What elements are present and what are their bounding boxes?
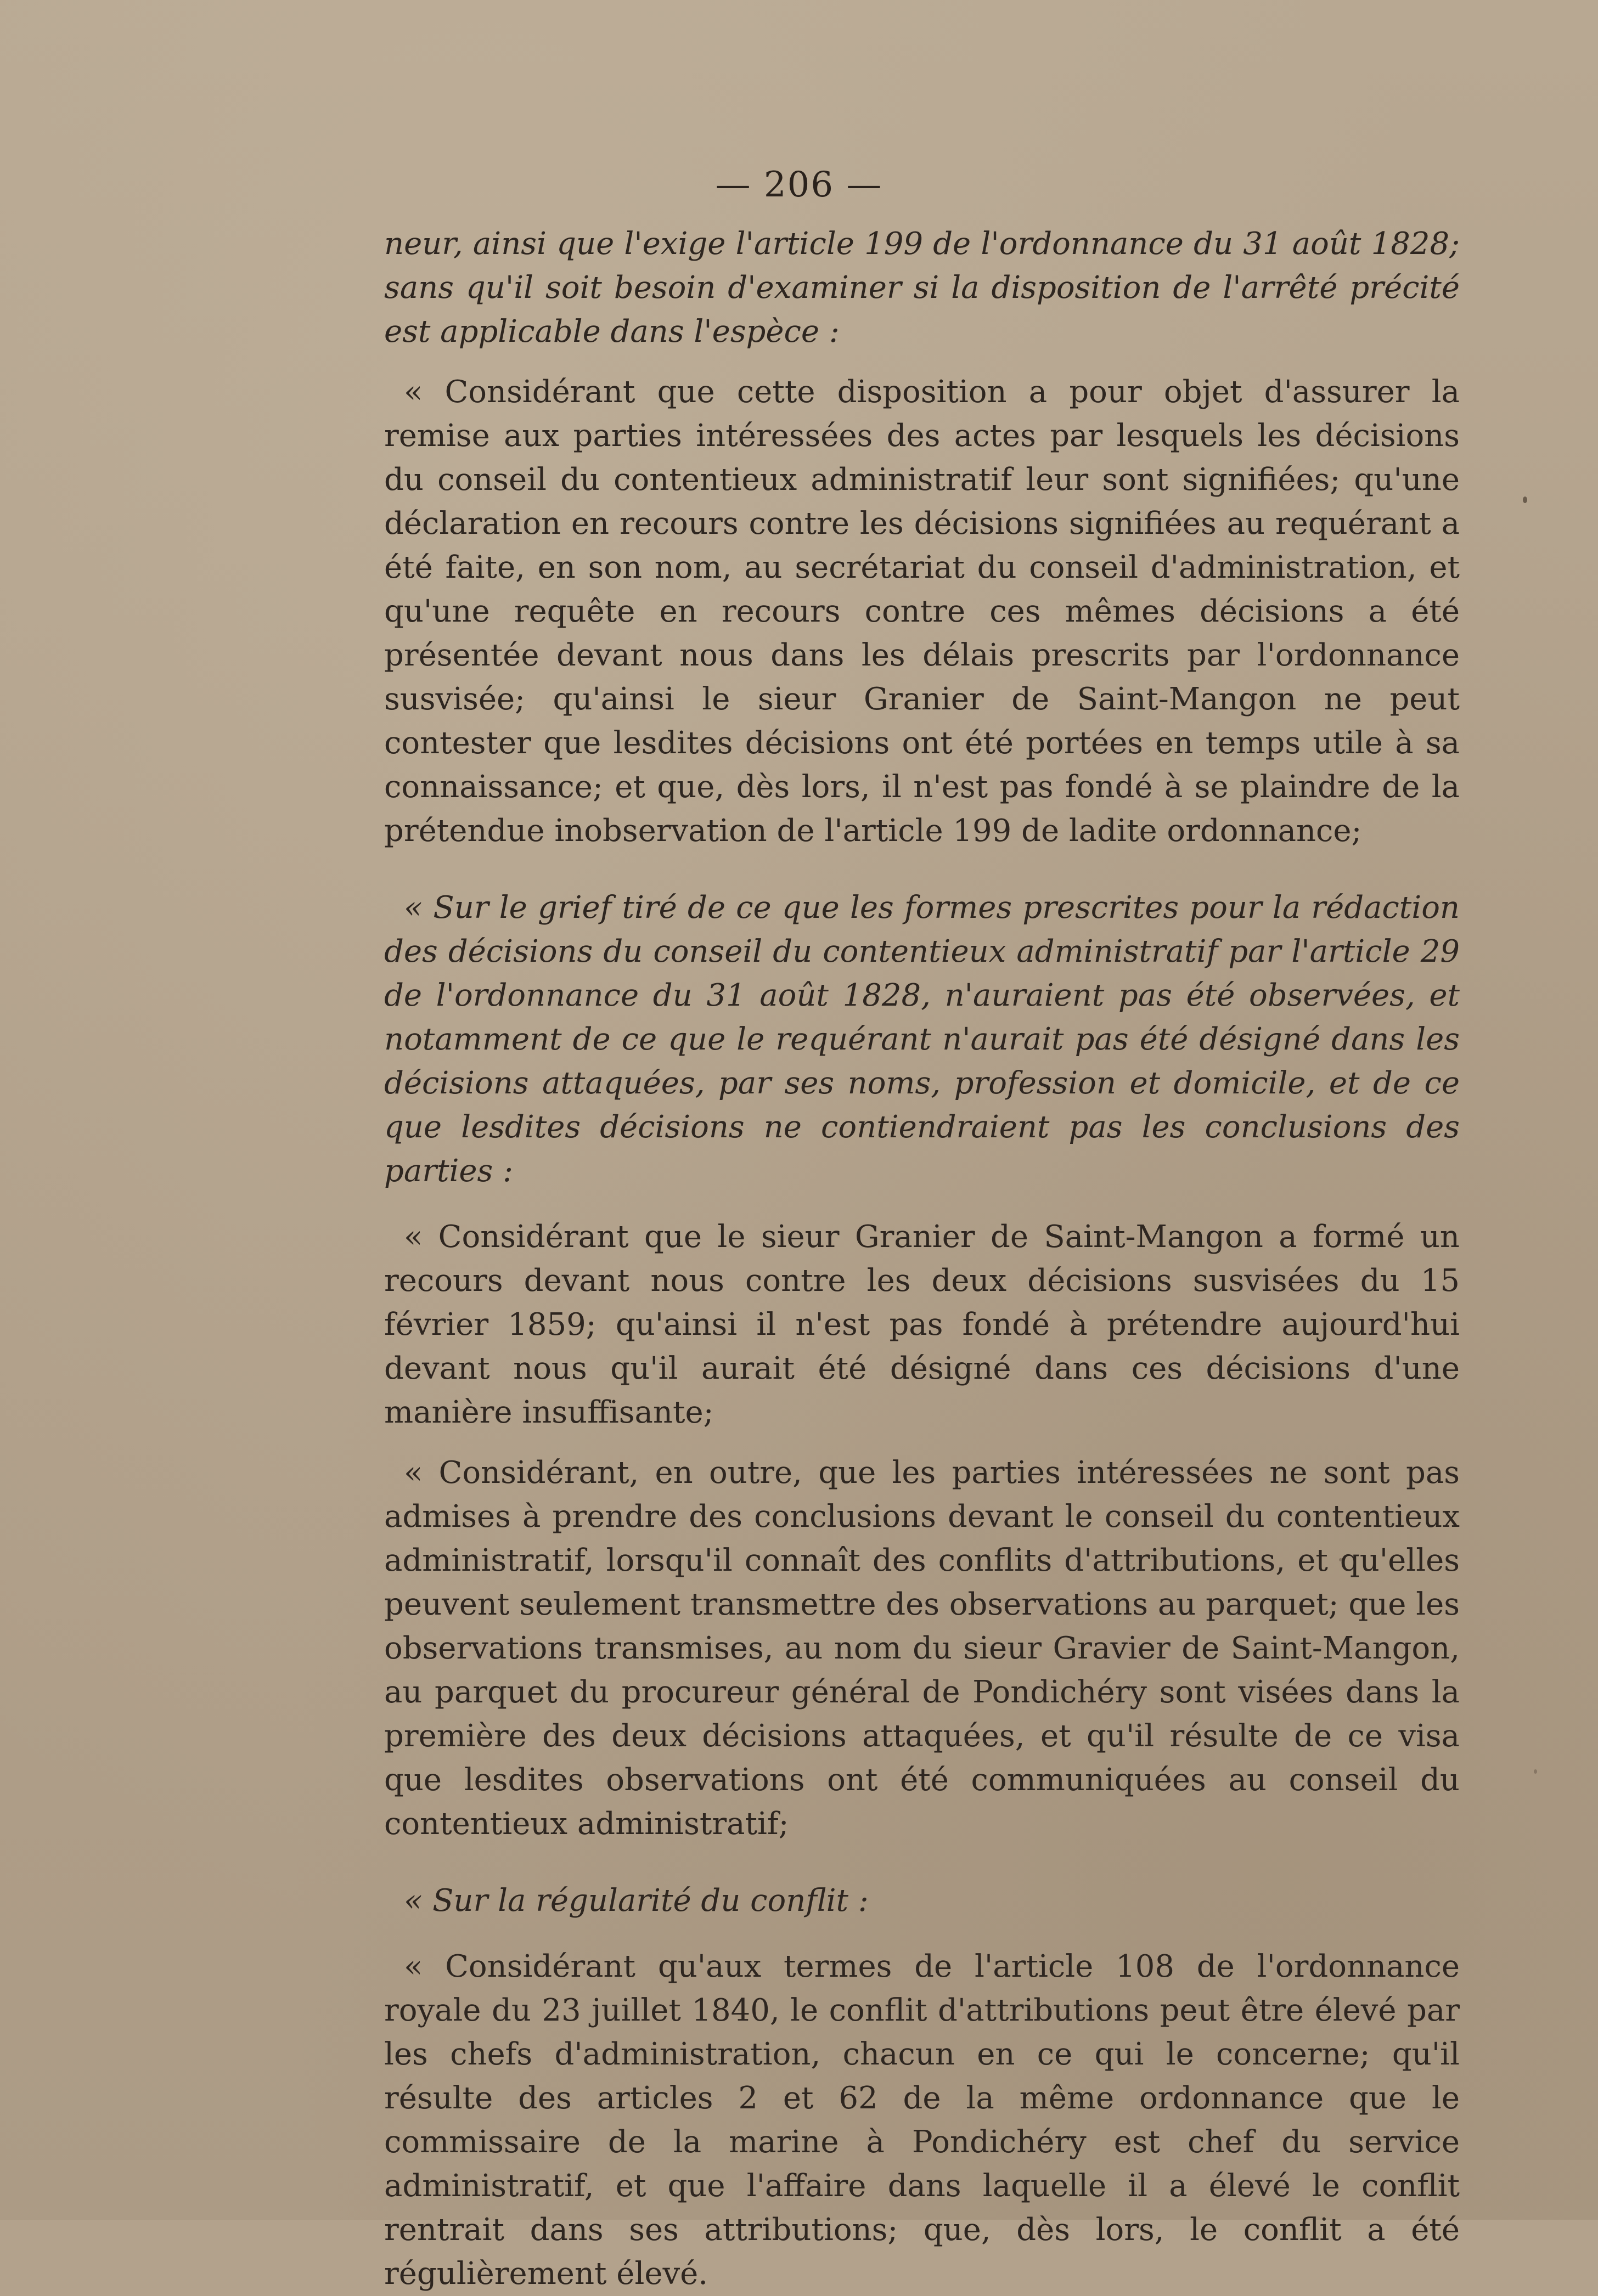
page-number: — 206 — xyxy=(715,165,883,205)
paragraph-considerant-conflit: « Considérant qu'aux termes de l'article 108 de l'ordonnance royale du 23 juillet 1840, le conflit d'attributions peut être élevé par les chefs d'administration, chacun en ce qui le concerne; qu'il résulte des articles 2 et 62 de la même ordonnance que le commissaire de la marine à Pondichéry est chef du service administratif, et que l'affaire dans laquelle il a élevé le conflit rentrait dans ses attributions; que, dès lors, le conflit a été régulièrement élevé. xyxy=(384,1949,1460,2292)
ink-speck xyxy=(1339,1558,1342,1561)
ink-speck xyxy=(1523,497,1527,503)
paragraph-continuation: neur, ainsi que l'exige l'article 199 de l'ordonnance du 31 août 1828; sans qu'il soit besoin d'examiner si la disposition de l'arrêté précité est applicable dans l'espèce : xyxy=(384,226,1460,349)
paragraph-considerant-notification: « Considérant que cette disposition a pour objet d'assurer la remise aux parties intéressées des actes par lesquels les décisions du conseil du contentieux administratif leur sont signifiées; qu'une déclaration en recours contre les décisions signifiées au requérant a été faite, en son nom, au secrétariat du conseil d'administration, et qu'une requête en recours contre ces mêmes décisions a été présentée devant nous dans les délais prescrits par l'ordonnance susvisée; qu'ainsi le sieur Granier de Saint-Mangon ne peut contester que lesdites décisions ont été portées en temps utile à sa connaissance; et que, dès lors, il n'est pas fondé à se plaindre de la prétendue inobservation de l'article 199 de ladite ordonnance; xyxy=(384,374,1460,849)
paragraph-heading-grief: « Sur le grief tiré de ce que les formes prescrites pour la rédaction des décisions du conseil du contentieux administratif par l'article 29 de l'ordonnance du 31 août 1828, n'auraient pas été observées, et notamment de ce que le requérant n'aurait pas été désigné dans les décisions attaquées, par ses noms, profession et domicile, et de ce que lesdites décisions ne contiendraient pas les conclusions des parties : xyxy=(384,890,1460,1189)
paragraph-considerant-conclusions: « Considérant, en outre, que les parties intéressées ne sont pas admises à prendre des conclusions devant le conseil du contentieux administratif, lorsqu'il connaît des conflits d'attributions, et qu'elles peuvent seulement transmettre des observations au parquet; que les observations transmises, au nom du sieur Gravier de Saint-Mangon, au parquet du procureur général de Pondichéry sont visées dans la première des deux décisions attaquées, et qu'il résulte de ce visa que lesdites observations ont été communiquées au conseil du contentieux administratif; xyxy=(384,1455,1460,1842)
paragraph-considerant-recours: « Considérant que le sieur Granier de Saint-Mangon a formé un recours devant nous contre les deux décisions susvisées du 15 février 1859; qu'ainsi il n'est pas fondé à prétendre aujourd'hui devant nous qu'il aurait été désigné dans ces décisions d'une manière insuffisante; xyxy=(384,1219,1460,1430)
body-text xyxy=(384,222,1460,2296)
ink-speck xyxy=(1534,1769,1537,1774)
paragraph-heading-regularite: « Sur la régularité du conflit : xyxy=(404,1883,869,1919)
